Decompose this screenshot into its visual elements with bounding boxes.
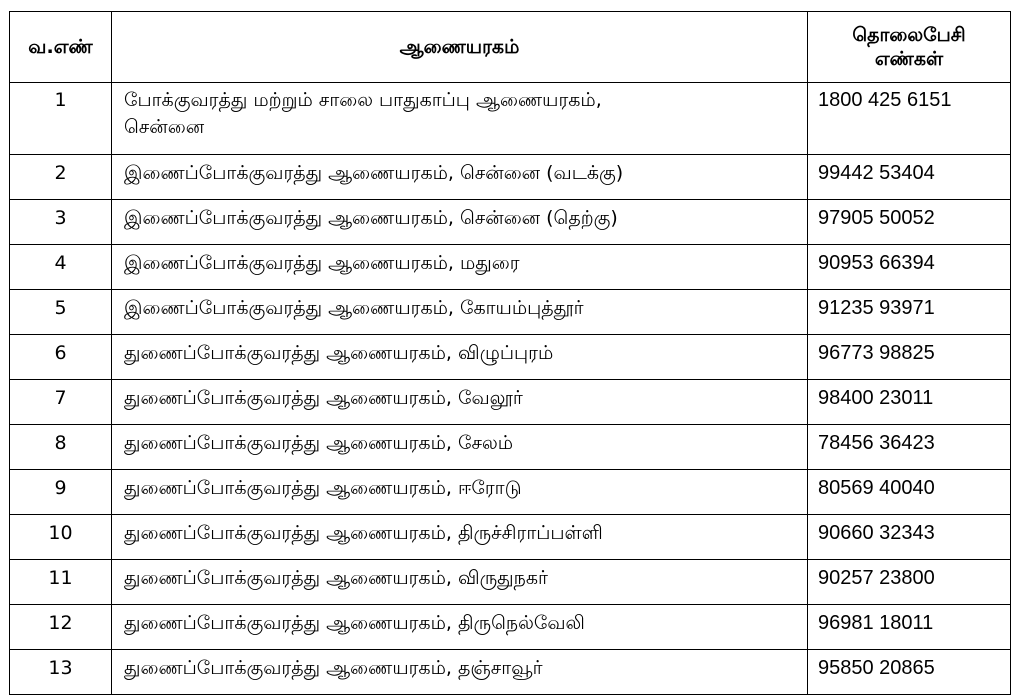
- phone-number: 78456 36423: [808, 425, 1011, 470]
- row-number: 9: [10, 470, 112, 515]
- phone-number: 90257 23800: [808, 560, 1011, 605]
- row-number: 3: [10, 200, 112, 245]
- row-number: 13: [10, 650, 112, 695]
- header-serial: வ.எண்: [10, 12, 112, 83]
- row-number: 1: [10, 83, 112, 155]
- row-number: 12: [10, 605, 112, 650]
- table-row: [10, 470, 1011, 515]
- table-row: [10, 650, 1011, 695]
- office-name: துணைப்போக்குவரத்து ஆணையரகம், ஈரோடு: [112, 470, 808, 515]
- office-name: துணைப்போக்குவரத்து ஆணையரகம், தஞ்சாவூர்: [112, 650, 808, 695]
- table-row: [10, 245, 1011, 290]
- contact-table: [9, 11, 1011, 695]
- table-row: [10, 155, 1011, 200]
- row-number: 8: [10, 425, 112, 470]
- phone-number: 96773 98825: [808, 335, 1011, 380]
- row-number: 4: [10, 245, 112, 290]
- row-number: 7: [10, 380, 112, 425]
- phone-number: 80569 40040: [808, 470, 1011, 515]
- office-name: துணைப்போக்குவரத்து ஆணையரகம், வேலூர்: [112, 380, 808, 425]
- phone-number: 97905 50052: [808, 200, 1011, 245]
- header-phone: [808, 12, 1011, 83]
- office-name-line2: சென்னை: [124, 116, 205, 138]
- office-name: துணைப்போக்குவரத்து ஆணையரகம், திருநெல்வேலி: [112, 605, 808, 650]
- office-name: இணைப்போக்குவரத்து ஆணையரகம், மதுரை: [112, 245, 808, 290]
- table-row: [10, 425, 1011, 470]
- table-row: [10, 290, 1011, 335]
- table-row: [10, 200, 1011, 245]
- table-row: [10, 380, 1011, 425]
- office-name: துணைப்போக்குவரத்து ஆணையரகம், விழுப்புரம்: [112, 335, 808, 380]
- header-phone-line2: எண்கள்: [874, 48, 944, 70]
- table-row: [10, 560, 1011, 605]
- office-name: துணைப்போக்குவரத்து ஆணையரகம், விருதுநகர்: [112, 560, 808, 605]
- table-row: [10, 605, 1011, 650]
- table-row: [10, 335, 1011, 380]
- phone-number: 95850 20865: [808, 650, 1011, 695]
- office-name: இணைப்போக்குவரத்து ஆணையரகம், கோயம்புத்தூர்: [112, 290, 808, 335]
- office-name: துணைப்போக்குவரத்து ஆணையரகம், சேலம்: [112, 425, 808, 470]
- phone-number: 90660 32343: [808, 515, 1011, 560]
- phone-number: 91235 93971: [808, 290, 1011, 335]
- phone-number: 90953 66394: [808, 245, 1011, 290]
- office-name: இணைப்போக்குவரத்து ஆணையரகம், சென்னை (தெற்கு): [112, 200, 808, 245]
- table-row: [10, 515, 1011, 560]
- row-number: 5: [10, 290, 112, 335]
- office-name-line1: போக்குவரத்து மற்றும் சாலை பாதுகாப்பு ஆணையரகம்,: [124, 89, 602, 111]
- phone-number: 96981 18011: [808, 605, 1011, 650]
- row-number: 2: [10, 155, 112, 200]
- row-number: 6: [10, 335, 112, 380]
- header-phone-line1: தொலைபேசி: [852, 24, 966, 46]
- office-name: [112, 83, 808, 155]
- header-office: ஆணையரகம்: [112, 12, 808, 83]
- phone-number: 98400 23011: [808, 380, 1011, 425]
- row-number: 10: [10, 515, 112, 560]
- office-name: துணைப்போக்குவரத்து ஆணையரகம், திருச்சிராப்பள்ளி: [112, 515, 808, 560]
- table-row: [10, 83, 1011, 155]
- table-header-row: [10, 12, 1011, 83]
- phone-number: 99442 53404: [808, 155, 1011, 200]
- office-name: இணைப்போக்குவரத்து ஆணையரகம், சென்னை (வடக்கு): [112, 155, 808, 200]
- row-number: 11: [10, 560, 112, 605]
- phone-number: 1800 425 6151: [808, 83, 1011, 155]
